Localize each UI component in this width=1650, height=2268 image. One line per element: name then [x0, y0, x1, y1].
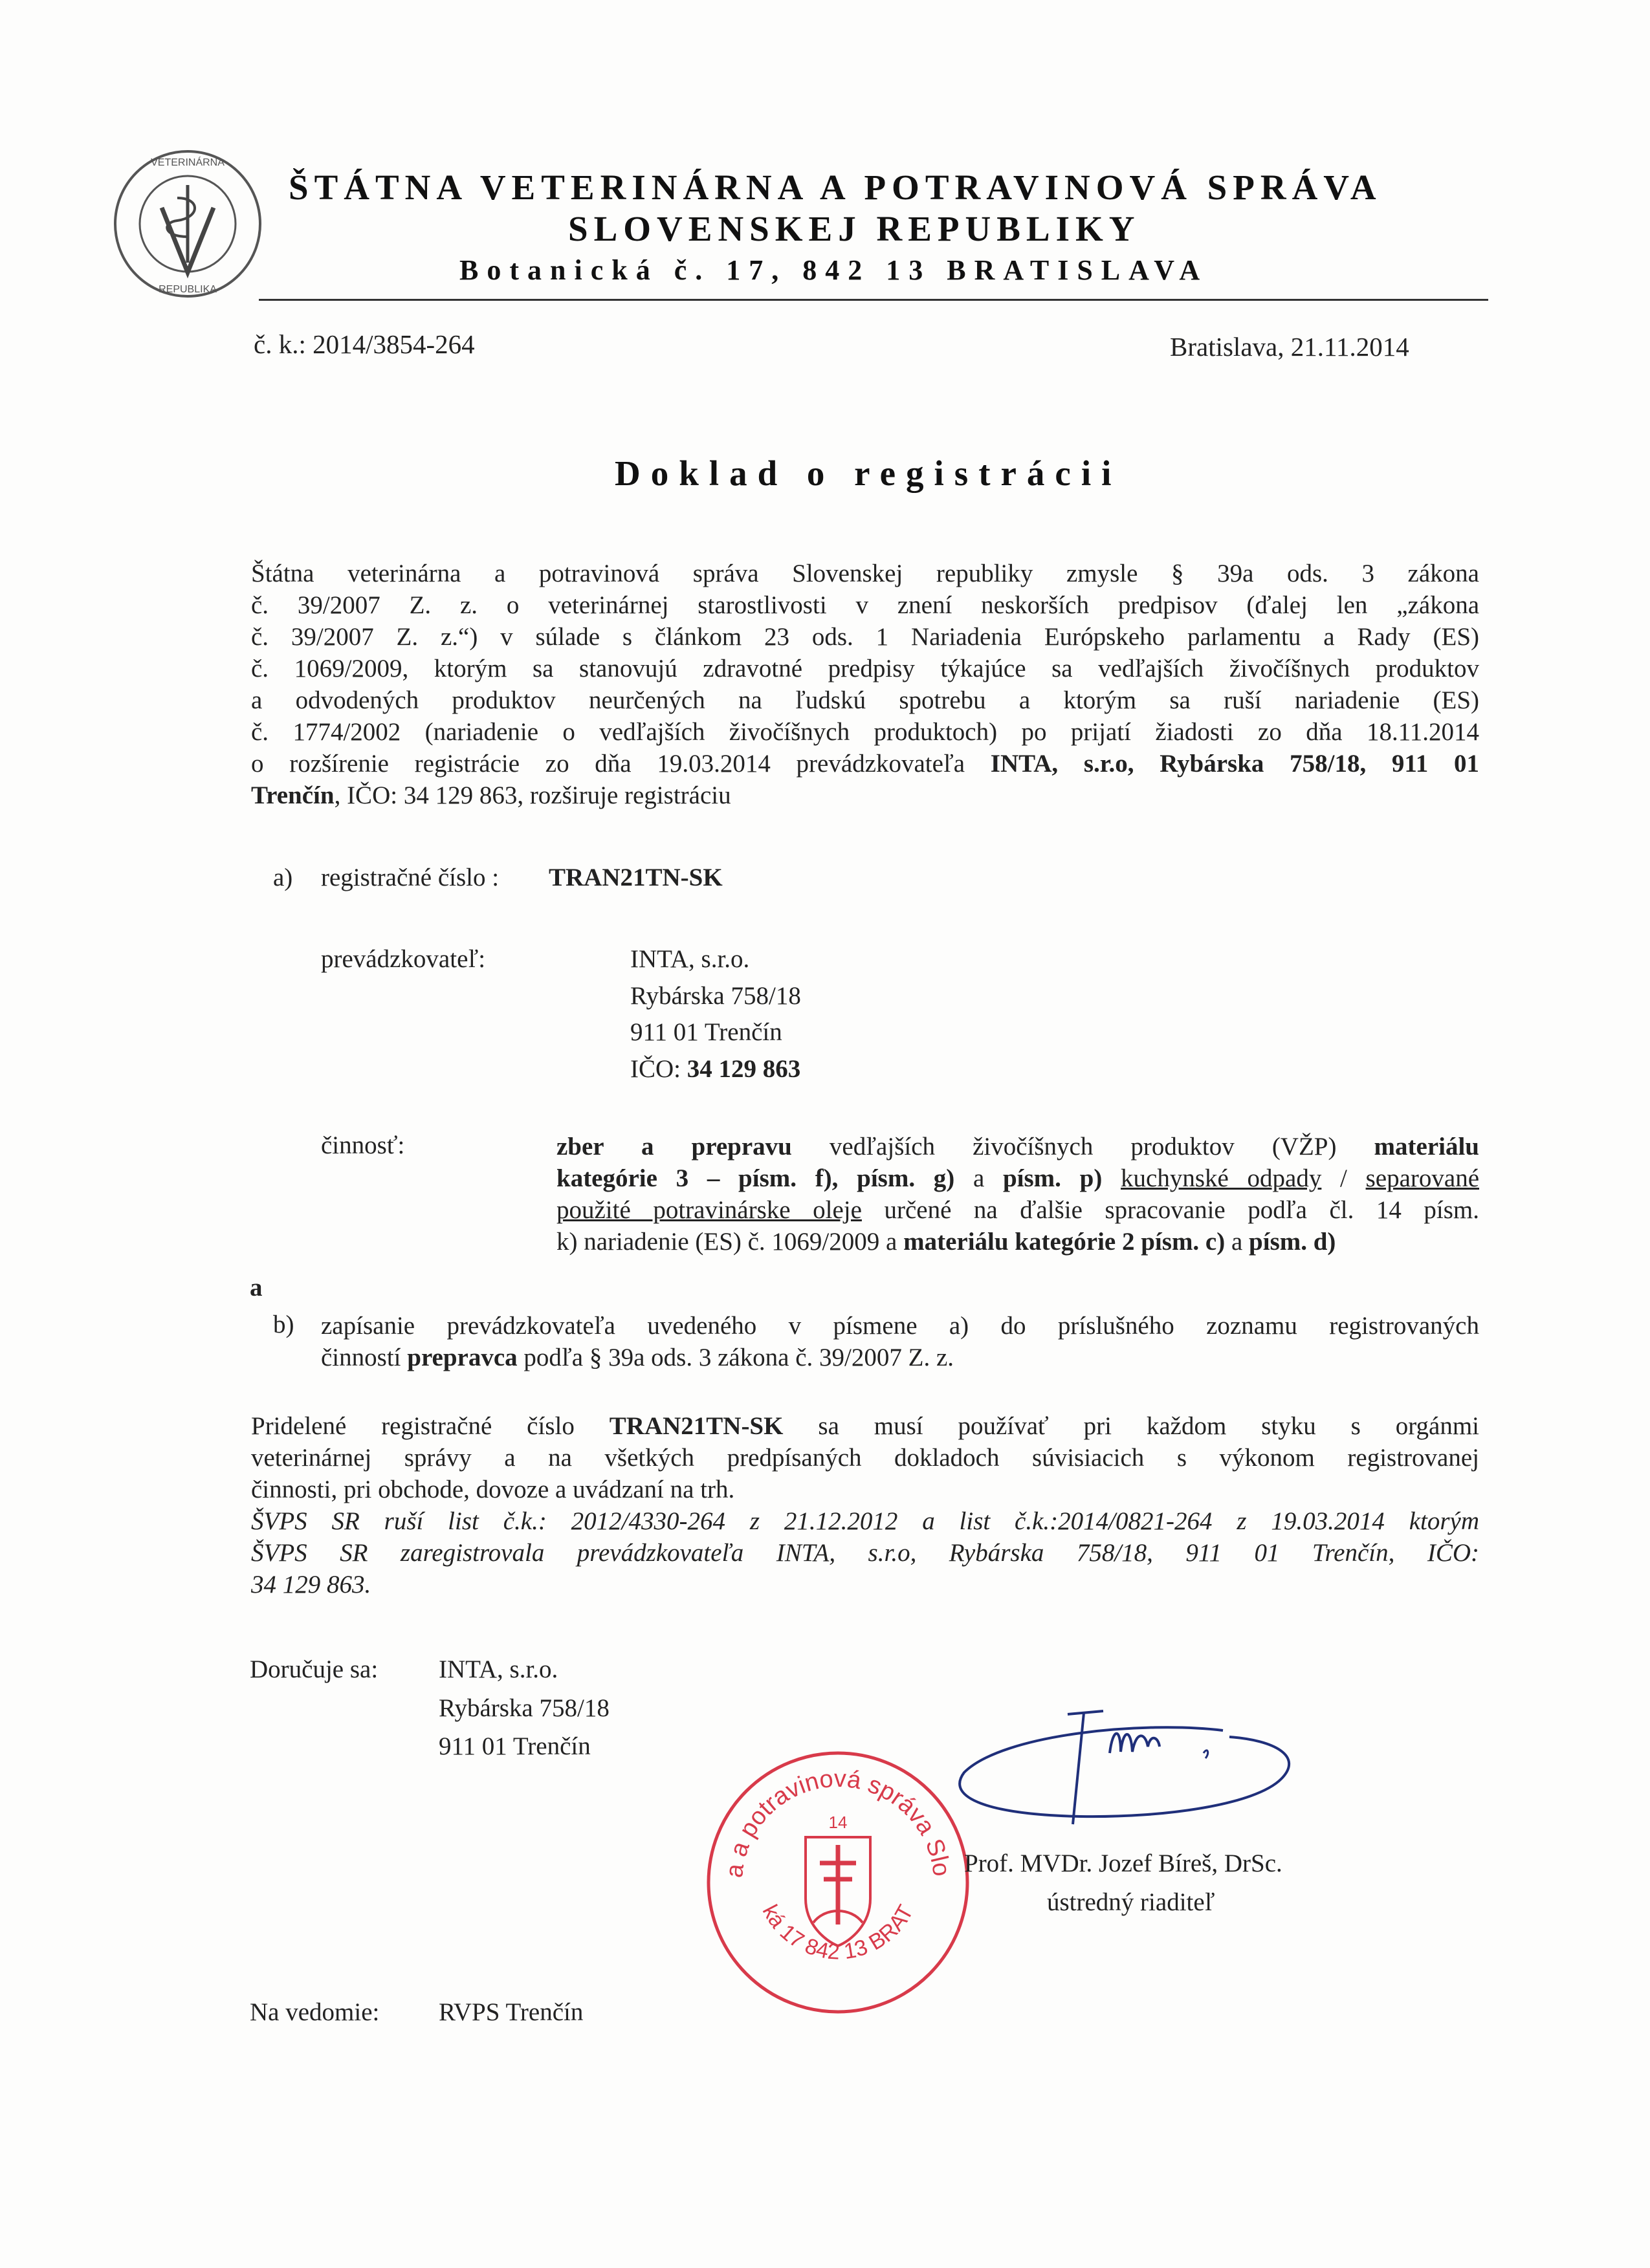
operator-street: Rybárska 758/18: [630, 982, 801, 1010]
activity-line: k) nariadenie (ES) č. 1069/2009 a materiálu kategórie 2 písm. c) a písm. d): [556, 1228, 1336, 1256]
registration-number-label: registračné číslo :: [321, 864, 500, 891]
intro-line: Štátna veterinárna a potravinová správa Slovenskej republiky zmysle § 39a ods. 3 zákona: [251, 560, 1479, 587]
intro-line: č. 39/2007 Z. z.“) v súlade s článkom 23 ods. 1 Nariadenia Európskeho parlamentu a Rady (ES): [251, 623, 1479, 651]
conjunction: a: [250, 1274, 263, 1302]
assigned-line: veterinárnej správy a na všetkých predpísaných dokladoch súvisiacich s výkonom registrovanej: [251, 1444, 1479, 1472]
org-name-line2: SLOVENSKEJ REPUBLIKY: [568, 209, 1141, 248]
agency-logo: [110, 146, 265, 301]
activity-line: zber a prepravu vedľajších živočíšnych produktov (VŽP) materiálu: [556, 1133, 1479, 1161]
registration-number: TRAN21TN-SK: [549, 864, 723, 891]
stamp-number: 14: [828, 1813, 848, 1832]
intro-paragraph: [251, 558, 1479, 811]
section-b-marker: b): [273, 1311, 294, 1338]
intro-line: a odvodených produktov neurčených na ľudskú spotrebu a ktorým sa ruší nariadenie (ES): [251, 686, 1479, 714]
delivery-name: INTA, s.r.o.: [439, 1655, 558, 1683]
stamp-ring-text: a a potravinová správa Slo: [720, 1765, 955, 1879]
assigned-italic-line: ŠVPS SR ruší list č.k.: 2012/4330-264 z 21.12.2012 a list č.k.:2014/0821-264 z 19.03.2014 ktorým: [251, 1507, 1479, 1535]
signatory-position: ústredný riaditeľ: [1047, 1888, 1215, 1916]
cc-value: RVPS Trenčín: [439, 1998, 584, 2026]
handwritten-signature: [951, 1701, 1314, 1844]
section-b-line: činností prepravca podľa § 39a ods. 3 zákona č. 39/2007 Z. z.: [321, 1344, 954, 1371]
stamp-bottom-text: ká 17 842 13 BRAT: [757, 1901, 919, 1965]
document-title: Doklad o registrácii: [615, 453, 1122, 493]
section-a-marker: a): [273, 864, 293, 891]
assigned-line: činnosti, pri obchode, dovoze a uvádzaní na trh.: [251, 1476, 735, 1503]
activity-label: činnosť:: [321, 1131, 405, 1159]
assigned-line: Pridelené registračné číslo TRAN21TN-SK sa musí používať pri každom styku s orgánmi: [251, 1412, 1480, 1440]
operator-ico: IČO: 34 129 863: [630, 1055, 801, 1083]
svg-text:REPUBLIKA: REPUBLIKA: [159, 284, 217, 295]
activity-text: [556, 1131, 1479, 1258]
reference-number: č. k.: 2014/3854-264: [254, 329, 475, 359]
assigned-italic-line: ŠVPS SR zaregistrovala prevádzkovateľa INTA, s.r.o, Rybárska 758/18, 911 01 Trenčín, IČO:: [251, 1539, 1479, 1567]
activity-line: kategórie 3 – písm. f), písm. g) a písm. p) kuchynské odpady / separované: [556, 1164, 1479, 1192]
svg-text:VETERINÁRNA: VETERINÁRNA: [151, 157, 225, 168]
cc-label: Na vedomie:: [250, 1998, 380, 2026]
intro-line: č. 1774/2002 (nariadenie o vedľajších živočíšnych produktoch) po prijatí žiadosti zo dňa 18.11.2014: [251, 718, 1479, 746]
intro-line: Trenčín, IČO: 34 129 863, rozširuje registráciu: [251, 781, 731, 809]
place-date: Bratislava, 21.11.2014: [1170, 332, 1409, 362]
section-b-text: [321, 1310, 1479, 1373]
assigned-italic-line: 34 129 863.: [251, 1571, 371, 1598]
intro-line: o rozšírenie registrácie zo dňa 19.03.2014 prevádzkovateľa INTA, s.r.o, Rybárska 758/18, 911 01: [251, 750, 1479, 778]
official-stamp: [702, 1747, 974, 2018]
delivery-street: Rybárska 758/18: [439, 1694, 610, 1722]
signatory-name: Prof. MVDr. Jozef Bíreš, DrSc.: [964, 1849, 1282, 1877]
intro-line: č. 1069/2009, ktorým sa stanovujú zdravotné predpisy týkajúce sa vedľajších živočíšnych produktov: [251, 655, 1479, 682]
operator-label: prevádzkovateľ:: [321, 945, 486, 973]
org-name-line1: ŠTÁTNA VETERINÁRNA A POTRAVINOVÁ SPRÁVA: [289, 168, 1382, 207]
operator-name: INTA, s.r.o.: [630, 945, 750, 973]
header-rule: [259, 299, 1488, 301]
delivery-label: Doručuje sa:: [250, 1655, 379, 1683]
assigned-number-paragraph: [251, 1410, 1479, 1600]
section-b-line: zapísanie prevádzkovateľa uvedeného v písmene a) do príslušného zoznamu registrovaných: [321, 1312, 1479, 1340]
org-address: Botanická č. 17, 842 13 BRATISLAVA: [459, 254, 1209, 286]
intro-line: č. 39/2007 Z. z. o veterinárnej starostlivosti v znení neskorších predpisov (ďalej len „zákona: [251, 591, 1479, 619]
activity-line: použité potravinárske oleje určené na ďalšie spracovanie podľa čl. 14 písm.: [556, 1196, 1480, 1224]
delivery-city: 911 01 Trenčín: [439, 1732, 591, 1760]
operator-city: 911 01 Trenčín: [630, 1018, 782, 1046]
